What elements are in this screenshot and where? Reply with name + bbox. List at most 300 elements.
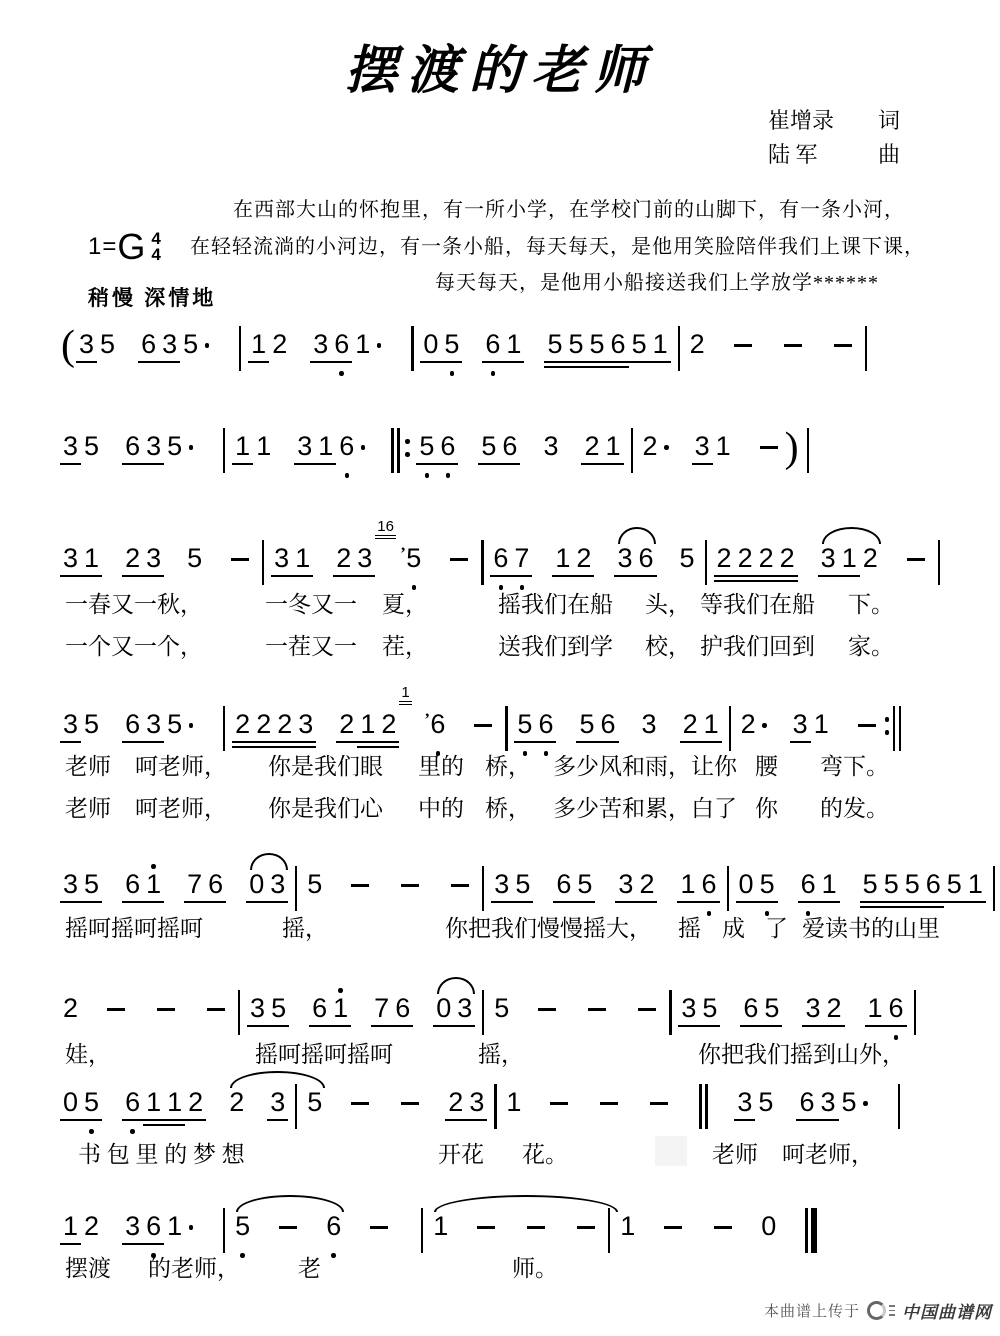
bar-stroke	[705, 1084, 707, 1129]
augmentation-dot	[762, 723, 767, 728]
beam-line	[76, 361, 97, 363]
note-digit: 6	[925, 869, 941, 899]
beam-line	[881, 906, 902, 908]
note	[482, 322, 503, 380]
note	[687, 322, 708, 380]
note-digit: 2	[779, 543, 795, 573]
lyric-segment: 老师	[65, 754, 111, 779]
lyric-segment: 的发。	[820, 796, 889, 821]
note-digit: 2	[737, 543, 753, 573]
grace-slur: ,	[401, 535, 406, 554]
note-digit: 3	[694, 431, 710, 461]
note-digit: 1	[355, 329, 371, 359]
beam-line	[535, 741, 556, 743]
intro-line-1: 在西部大山的怀抱里，有一所小学，在学校门前的山脚下，有一条小河，	[233, 199, 905, 221]
beam-line	[817, 1119, 838, 1121]
lyric-segment: 开花	[438, 1142, 484, 1167]
spacer	[212, 322, 232, 380]
meter-upper: 4	[151, 229, 161, 248]
beam-line	[315, 463, 336, 465]
spacer	[102, 1080, 122, 1138]
beam-line	[699, 1025, 720, 1027]
note-digit: 3	[297, 431, 313, 461]
beam-line	[587, 361, 608, 363]
note-digit: 6	[339, 431, 355, 461]
bar-stroke	[505, 706, 507, 751]
bar-stroke	[729, 706, 731, 751]
music-system	[60, 424, 960, 482]
augmentation-dot	[377, 343, 382, 348]
beam-line	[294, 463, 315, 465]
spacer	[325, 1080, 345, 1138]
note-digit: 0	[423, 329, 439, 359]
lyric-segment: 书 包 里 的 梦 想	[78, 1142, 245, 1167]
beam-line	[735, 580, 756, 582]
note-digit: 3	[469, 1087, 485, 1117]
note-digit: 6	[743, 993, 759, 1023]
lyric-segment: 成	[722, 916, 745, 941]
note-digit: 3	[792, 709, 808, 739]
augmentation-dot	[361, 445, 366, 450]
beam-line	[636, 901, 657, 903]
octave-dot-low	[425, 473, 430, 478]
lyric-segment: 娃，	[65, 1042, 111, 1067]
lyric-segment: 老师	[712, 1142, 758, 1167]
key-equals: =	[102, 233, 117, 260]
note-digit: 3	[250, 993, 266, 1023]
note-digit: 5	[84, 431, 100, 461]
lyric-segment: 摆渡	[65, 1256, 111, 1281]
note-digit: 3	[357, 543, 373, 573]
beam-line	[60, 1243, 81, 1245]
bar-stroke	[223, 1208, 225, 1253]
time-signature	[151, 231, 160, 263]
augmentation-dot	[664, 445, 669, 450]
dash-extension	[778, 322, 808, 380]
beam-line	[81, 901, 102, 903]
note-digit: 5	[307, 869, 323, 899]
note-digit: 5	[419, 431, 435, 461]
note-digit: 3	[63, 543, 79, 573]
octave-dot-high	[151, 864, 156, 869]
lyric-segment: 送我们到学	[498, 634, 613, 659]
beam-line	[680, 741, 701, 743]
dash-line	[650, 1102, 668, 1105]
slur-arc	[250, 853, 288, 870]
barline	[858, 322, 874, 380]
dash-line	[351, 1102, 369, 1105]
note-digit: 3	[270, 869, 286, 899]
note-digit: 0	[249, 869, 265, 899]
note-digit: 2	[758, 543, 774, 573]
key-tonic: 1	[88, 233, 102, 260]
octave-dot-high	[338, 988, 343, 993]
note-digit: 2	[235, 709, 251, 739]
intro-line-2: 在轻轻流淌的小河边，有一条小船，每天每天，是他用笑脸陪伴我们上课下课，	[190, 236, 925, 258]
note-digit: 2	[84, 1211, 100, 1241]
beam-line	[757, 901, 778, 903]
note-digit: 2	[862, 543, 878, 573]
spacer	[776, 1080, 796, 1138]
note-digit: 1	[167, 1087, 183, 1117]
note-digit: 2	[336, 543, 352, 573]
dash-line	[451, 884, 469, 887]
bar-stroke	[223, 706, 225, 751]
beam-line	[371, 1025, 392, 1027]
spacer	[196, 424, 216, 482]
spacer	[574, 1080, 594, 1138]
note-digit: 5	[946, 869, 962, 899]
note	[180, 322, 201, 380]
bar-stroke	[238, 990, 240, 1035]
beam-line	[205, 901, 226, 903]
credit-composer	[768, 138, 900, 172]
note-digit: 1	[84, 543, 100, 573]
note	[60, 424, 81, 482]
beam-line	[565, 366, 586, 368]
note-digit: 5	[481, 431, 497, 461]
bar-stroke	[865, 326, 867, 371]
note-digit: 6	[125, 1087, 141, 1117]
music-system	[60, 1204, 960, 1281]
note-digit: 2	[639, 869, 655, 899]
beam-line	[608, 366, 629, 368]
note-digit: 1	[295, 543, 311, 573]
beam-line	[122, 463, 143, 465]
note-digit: 6	[395, 993, 411, 1023]
beam-line	[499, 463, 520, 465]
bar-stroke	[669, 990, 671, 1035]
music-system	[60, 862, 983, 941]
beam-line	[902, 901, 923, 903]
note	[122, 424, 143, 482]
lyric-segment: 爱读书的山里	[802, 916, 940, 941]
note-digit: 2	[584, 431, 600, 461]
note-digit: 3	[146, 709, 162, 739]
dash-line	[638, 1008, 656, 1011]
lyric-segment: 一茬又一	[265, 634, 357, 659]
note	[81, 424, 102, 482]
meter-lower: 4	[151, 245, 161, 264]
lyric-segment: 的老师，	[148, 1256, 240, 1281]
lyric-segment: 里的	[418, 754, 464, 779]
beam-line	[164, 1124, 185, 1126]
note-digit: 2	[339, 709, 355, 739]
beam-line	[503, 361, 524, 363]
note-digit: 1	[251, 329, 267, 359]
note-digit: 5	[547, 329, 563, 359]
dash-extension	[754, 424, 784, 482]
credit-lyricist	[768, 104, 900, 138]
note-digit: 2	[256, 709, 272, 739]
note-digit: 5	[444, 329, 460, 359]
dash-line	[577, 1226, 595, 1229]
beam-line	[122, 1243, 143, 1245]
octave-dot-low	[89, 1129, 94, 1134]
lyric-segment: 家。	[848, 634, 894, 659]
note-digit: 5	[579, 709, 595, 739]
beam-line	[143, 901, 164, 903]
dash-line	[527, 1226, 545, 1229]
note-digit: 6	[334, 329, 350, 359]
beam-line	[512, 901, 533, 903]
note-digit: 5	[841, 1087, 857, 1117]
bar-stroke	[239, 326, 241, 371]
lyric-segment: 你是我们眼	[268, 754, 383, 779]
note-digit: 7	[514, 543, 530, 573]
lyric-segment: 老	[298, 1256, 321, 1281]
note	[587, 322, 608, 380]
note	[817, 1080, 838, 1138]
barline	[891, 1080, 907, 1138]
note-digit: 2	[125, 543, 141, 573]
note	[416, 424, 437, 482]
note	[143, 1080, 164, 1138]
note-digit: 3	[125, 1211, 141, 1241]
note-digit: 5	[84, 709, 100, 739]
spacer	[624, 1080, 644, 1138]
note-digit: 6	[493, 543, 509, 573]
note-digit: 6	[502, 431, 518, 461]
note-digit: 1	[555, 543, 571, 573]
lyric-segment: 摇呵摇呵摇呵	[255, 1042, 393, 1067]
note	[629, 322, 650, 380]
dash-line	[401, 1102, 419, 1105]
note	[331, 322, 352, 380]
beam-line	[756, 580, 777, 582]
beam-line	[761, 1025, 782, 1027]
note	[185, 1080, 206, 1138]
beam-line	[143, 463, 164, 465]
beam-line	[514, 741, 535, 743]
spacer	[368, 424, 388, 482]
lyric-segment: 摇呵摇呵摇呵	[65, 916, 203, 941]
note-digit: 1	[680, 869, 696, 899]
barline	[216, 424, 232, 482]
note	[650, 322, 671, 380]
note-digit: 5	[577, 869, 593, 899]
note-digit: 1	[605, 431, 621, 461]
beam-line	[629, 361, 650, 363]
note-digit: 2	[229, 1087, 245, 1117]
spacer	[206, 1080, 226, 1138]
note-digit: 2	[576, 543, 592, 573]
note-digit: 3	[162, 329, 178, 359]
note-digit: 1	[821, 869, 837, 899]
beam-line	[614, 575, 635, 577]
beam-line	[923, 901, 944, 903]
lyric-segment: 桥，	[485, 796, 531, 821]
spacer	[384, 322, 404, 380]
beam-line	[309, 1025, 330, 1027]
note	[164, 1080, 185, 1138]
note-digit: 2	[272, 329, 288, 359]
dash-line	[858, 724, 876, 727]
note	[734, 1080, 755, 1138]
beam-line	[246, 901, 267, 903]
bar-stroke	[223, 428, 225, 473]
note	[466, 1080, 487, 1138]
beam-line	[330, 1025, 351, 1027]
lyric-row	[60, 586, 960, 616]
bar-stroke	[295, 1084, 297, 1129]
lyric-segment: 校，	[645, 634, 691, 659]
spacer	[290, 322, 310, 380]
key-letter: G	[117, 226, 146, 267]
note	[122, 1080, 143, 1138]
note-digit: 2	[826, 993, 842, 1023]
key-signature	[88, 226, 161, 268]
beam-line	[677, 901, 698, 903]
beam-line	[615, 901, 636, 903]
octave-dot-low	[450, 371, 455, 376]
dash-line	[714, 1226, 732, 1229]
note-digit: 2	[682, 709, 698, 739]
note	[503, 1080, 524, 1138]
dash-extension	[828, 322, 858, 380]
dash-extension	[594, 1080, 624, 1138]
beam-line	[60, 1119, 81, 1121]
slur-arc	[437, 977, 475, 994]
note	[60, 1080, 81, 1138]
beam-line	[565, 361, 586, 363]
dash-line	[107, 1008, 125, 1011]
lyric-segment: 了	[765, 916, 788, 941]
composer-role: 曲	[877, 142, 900, 167]
augmentation-dot	[189, 445, 194, 450]
beam-line	[678, 1025, 699, 1027]
bar-stroke	[482, 866, 484, 911]
note-digit: 1	[506, 329, 522, 359]
beam-line	[357, 741, 378, 743]
note	[232, 424, 253, 482]
note-digit: 1	[360, 709, 376, 739]
note-digit: 1	[652, 329, 668, 359]
beam-line	[818, 575, 839, 577]
note-digit: 7	[187, 869, 203, 899]
music-system	[60, 684, 960, 821]
beam-line	[81, 575, 102, 577]
dash-line	[370, 1226, 388, 1229]
note	[420, 322, 441, 380]
repeat-dot	[405, 439, 410, 444]
beam-line	[122, 575, 143, 577]
logo-lines-icon	[889, 1305, 895, 1315]
beam-line	[736, 901, 757, 903]
barline	[288, 1080, 304, 1138]
dash-extension	[395, 1080, 425, 1138]
note-digit: 2	[448, 1087, 464, 1117]
slur-arc	[230, 1071, 325, 1088]
dash-line	[401, 884, 419, 887]
note	[499, 424, 520, 482]
beam-line	[714, 580, 735, 582]
bar-stroke	[481, 540, 483, 585]
beam-line	[587, 366, 608, 368]
beam-line	[576, 741, 597, 743]
note-digit: 1	[841, 543, 857, 573]
bar-stroke	[807, 428, 809, 473]
music-system	[60, 1080, 960, 1167]
repeat-dot	[885, 730, 890, 735]
lyric-row	[60, 790, 960, 820]
note-digit: 6	[141, 329, 157, 359]
bar-stroke	[893, 706, 895, 751]
lyric-segment: 下。	[848, 592, 894, 617]
lyric-segment: 一个又一个，	[65, 634, 203, 659]
beam-line	[268, 1025, 289, 1027]
note-digit: 1	[813, 709, 829, 739]
bar-stroke-thick	[811, 1208, 817, 1253]
dash-line	[760, 446, 778, 449]
note	[253, 424, 274, 482]
dash-extension	[345, 1080, 375, 1138]
lyric-segment: 桥，	[485, 754, 531, 779]
footer-watermark	[764, 1298, 992, 1323]
bar-stroke	[899, 706, 901, 751]
grace-digits: 16	[375, 519, 396, 539]
spacer	[520, 424, 540, 482]
note	[796, 1080, 817, 1138]
beam-line	[248, 361, 269, 363]
lyric-segment: 呵老师，	[782, 1142, 874, 1167]
note-digit: 5	[758, 1087, 774, 1117]
footer-prefix: 本曲谱上传于	[763, 1304, 860, 1320]
beam-line	[143, 741, 164, 743]
spacer	[672, 424, 692, 482]
lyric-segment: 夏，	[382, 592, 428, 617]
bar-stroke	[805, 1208, 807, 1253]
octave-dot-low	[491, 371, 496, 376]
credits-block	[768, 104, 900, 172]
beam-line	[692, 463, 713, 465]
lyric-segment: 呵老师，	[135, 796, 227, 821]
beam-line	[143, 575, 164, 577]
dash-line	[550, 1102, 568, 1105]
note-digit: 5	[702, 993, 718, 1023]
beam-line	[802, 1025, 823, 1027]
site-name: 中国曲谱网	[902, 1303, 992, 1322]
beam-line	[184, 901, 205, 903]
note-digit: 5	[589, 329, 605, 359]
note-digit: 5	[167, 431, 183, 461]
note	[565, 322, 586, 380]
beam-line	[420, 361, 441, 363]
dash-line	[279, 1226, 297, 1229]
note-digit: 3	[63, 431, 79, 461]
augmentation-dot	[863, 1101, 868, 1106]
circle-logo-icon	[867, 1301, 886, 1320]
lyric-segment: 你是我们心	[268, 796, 383, 821]
slur-arc	[434, 1195, 618, 1212]
note-digit: 5	[84, 1087, 100, 1117]
note	[269, 322, 290, 380]
beam-line	[138, 361, 159, 363]
note-digit: 3	[618, 869, 634, 899]
beam-line	[185, 1119, 206, 1121]
note	[138, 322, 159, 380]
beam-line	[491, 901, 512, 903]
note-digit: 6	[799, 1087, 815, 1117]
beam-line	[699, 901, 720, 903]
augmentation-dot	[205, 343, 210, 348]
beam-line	[267, 901, 288, 903]
dash-line	[907, 558, 925, 561]
phrase-paren-close: )	[784, 425, 799, 471]
note	[478, 424, 499, 482]
note-digit: 0	[436, 993, 452, 1023]
note	[544, 322, 565, 380]
